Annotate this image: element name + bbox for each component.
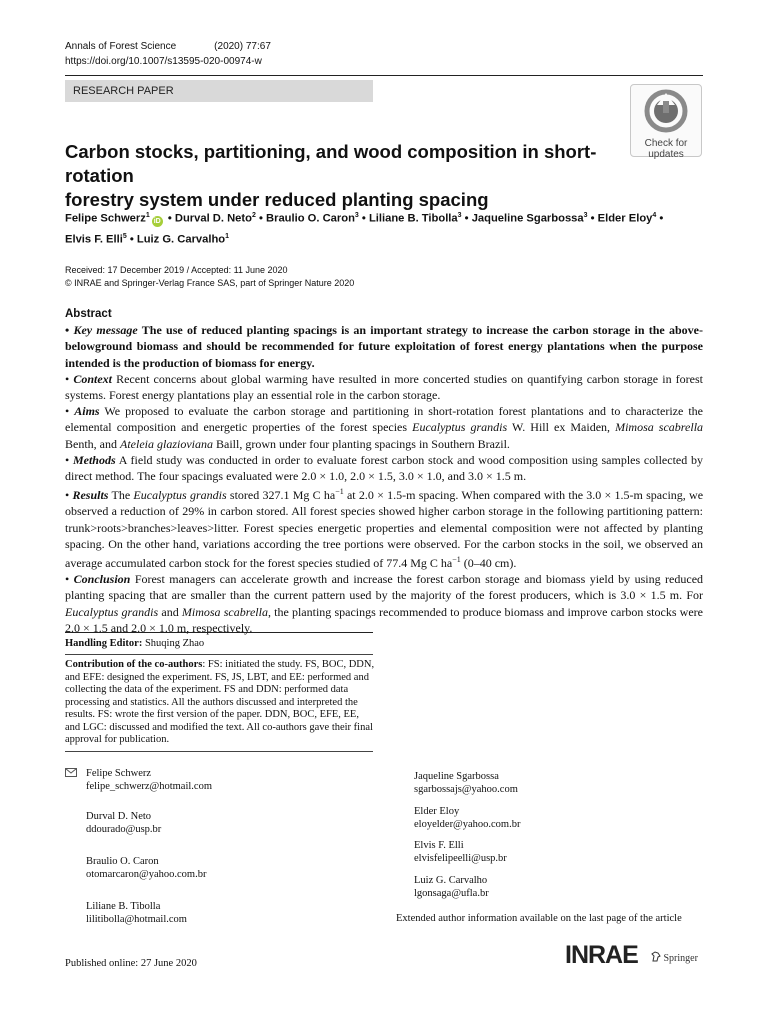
author-name[interactable]: Braulio O. Caron: [266, 212, 355, 225]
correspondence-entry: [86, 856, 206, 881]
conclusion-text: , the planting spacings recommended to produce biomass and improve carbon stocks were 2.0 × 1.5 and 2.0 × 1.0 m, respectively.: [65, 604, 703, 635]
corr-email[interactable]: sgarbossajs@yahoo.com: [414, 783, 518, 795]
author-affiliation: 3: [354, 212, 359, 219]
author-affiliation: 1: [225, 232, 230, 240]
conclusion-text: and: [161, 604, 179, 619]
context-text: Recent concerns about global warming have resulted in more concerted studies on quantifying carbon storage in forest systems. Forest energy plantations play an essential role in the carbon storage.: [65, 371, 703, 403]
correspondence-entry: [414, 875, 489, 900]
springer-horse-icon: [651, 951, 661, 962]
abstract-conclusion: • Conclusion Forest managers can accelerate growth and increase the forest carbon storage and biomass yield by using reduced planting spacing that are smaller than the current pattern used by the majority of the forest producers, which is 3.0 × 1.5 m. For Eucalyptus grandis and Mimosa scabrella, the planting spacings recommended to produce biomass and improve carbon stocks were 2.0 × 1.5 and 2.0 × 1.0 m, respectively.: [65, 572, 704, 635]
author-list: Felipe Schwerz$^1$iD • Durval D. Neto$^2$ • Braulio O. Caron$^3$ • Liliane B. Tibolla$^3$ • Jaqueline Sgarbossa$^3$ • Elder Eloy$^4$ • Elvis F. Elli$^5$ • Luiz G. Carvalho$^1$: [65, 212, 664, 246]
author-name[interactable]: Elvis F. Elli: [65, 233, 123, 246]
handling-editor-name: Shuqing Zhao: [144, 638, 205, 649]
inrae-logo: INRAE: [565, 941, 638, 969]
results-text: The: [111, 488, 131, 503]
aims-label: Aims: [74, 404, 100, 419]
author-name[interactable]: Liliane B. Tibolla: [368, 212, 458, 225]
corr-email[interactable]: felipe_schwerz@hotmail.com: [86, 780, 212, 792]
corr-name: Liliane B. Tibolla: [86, 901, 161, 912]
key-message-text: The use of reduced planting spacings is an important strategy to increase the carbon storage in the above-belowground biomass and should be recommended for future exploitation of forest energy plantations when the purpose intended is the production of biomass for energy.: [65, 323, 703, 370]
springer-logo-text: Springer: [663, 953, 698, 964]
corr-email[interactable]: eloyelder@yahoo.com.br: [414, 818, 521, 830]
handling-editor: [65, 638, 204, 649]
contrib-label: Contribution of the co-authors: [65, 659, 203, 670]
corr-name: Elder Eloy: [414, 806, 460, 817]
published-date: Published online: 27 June 2020: [65, 958, 197, 969]
unit-exponent: −1: [452, 555, 461, 565]
author-affiliation: 5: [122, 232, 127, 240]
check-updates-label-1: Check for: [644, 138, 688, 149]
contrib-text: : FS: initiated the study. FS, BOC, DDN, and EFE: designed the experiment. FS, JS, LBT, and EE: performed and collecting the data of the experiment. FS and DDN: performed data processing and statistics. All the authors discussed and interpreted the results. FS: wrote the first version of the paper. DDN, BOC, EFE, EE, and LGC: discussed and modified the text. All co-authors gave their final approval for publication.: [65, 659, 375, 745]
species-name: Eucalyptus grandis: [65, 604, 159, 619]
abstract-methods: • Methods A field study was conducted in order to evaluate forest carbon stock and wood composition using samples collected by direct method. The four spacings evaluated were 2.0 × 1.0, 2.0 × 1.5, 3.0 × 1.0, and 3.0 × 1.5 m.: [65, 452, 704, 484]
check-updates-label-2: updates: [648, 149, 684, 160]
corr-name: Durval D. Neto: [86, 811, 152, 822]
doi-link[interactable]: https://doi.org/10.1007/s13595-020-00974-w: [65, 56, 262, 67]
species-name: Eucalyptus grandis: [133, 488, 227, 503]
orcid-icon[interactable]: iD: [153, 217, 161, 225]
corr-name: Braulio O. Caron: [86, 856, 159, 867]
author-affiliation: 2: [251, 212, 256, 219]
article-title: [65, 140, 625, 212]
abstract-heading: Abstract: [65, 308, 112, 320]
correspondence-entry: [414, 840, 507, 865]
corr-email[interactable]: otomarcaron@yahoo.com.br: [86, 868, 207, 880]
aims-text: We proposed to evaluate the carbon storage and partitioning in short-rotation forest plantations and to characterize the elemental composition and energetic properties of the forest species: [65, 404, 703, 435]
divider: [65, 654, 373, 655]
aims-text: Benth, and: [65, 436, 117, 451]
aims-text: Baill, grown under four planting spacings in Southern Brazil.: [215, 436, 510, 451]
corr-name: Felipe Schwerz: [86, 768, 152, 779]
abstract-context: • Context Recent concerns about global warming have resulted in more concerted studies on quantifying carbon storage in forest systems. Forest energy plantations play an essential role in the carbon storage.: [65, 371, 703, 403]
author-affiliation: 3: [583, 212, 588, 219]
author-name[interactable]: Felipe Schwerz: [65, 212, 146, 225]
journal-volume: (2020) 77:67: [214, 41, 271, 52]
author-name[interactable]: Elder Eloy: [597, 212, 653, 225]
corr-email[interactable]: elvisfelipeelli@usp.br: [414, 852, 507, 864]
copyright-notice: © INRAE and Springer-Verlag France SAS, part of Springer Nature 2020: [65, 278, 355, 288]
abstract: [65, 306, 703, 636]
correspondence-entry: [86, 768, 212, 793]
author-name[interactable]: Luiz G. Carvalho: [136, 233, 226, 246]
context-label: Context: [73, 371, 112, 386]
extended-author-info: Extended author information available on the last page of the article: [396, 913, 682, 924]
header-rule: [65, 75, 703, 76]
journal-citation: [65, 41, 271, 52]
abstract-key-message: • Key message The use of reduced planting spacings is an important strategy to increase the carbon storage in the above-belowground biomass and should be recommended for future exploitation of forest energy plantations when the purpose intended is the production of biomass for energy.: [65, 323, 703, 370]
corr-name: Elvis F. Elli: [414, 840, 464, 851]
methods-label: Methods: [72, 452, 116, 467]
author-affiliation: 4: [652, 212, 657, 219]
author-name[interactable]: Durval D. Neto: [174, 212, 252, 225]
methods-text: A field study was conducted in order to evaluate forest carbon stock and wood composition using samples collected by direct method. The four spacings evaluated were 2.0 × 1.0, 2.0 × 1.5, 3.0 × 1.0, and 3.0 × 1.5 m.: [65, 452, 704, 484]
corr-email[interactable]: lgonsaga@ufla.br: [414, 887, 489, 899]
corr-name: Jaqueline Sgarbossa: [414, 771, 499, 782]
aims-text: W. Hill ex Maiden,: [512, 420, 611, 435]
species-name: Ateleia glazioviana: [120, 436, 213, 451]
results-text: at 2.0 × 1.5-m spacing. When compared with the 3.0 × 1.5-m spacing, we observed a reduction of 29% in carbon stored. All forest species showed higher carbon storage in the following partitioning pattern: trunk>roots>branches>leaves>litter. Forest species energetic properties and elemental composition were not affected by planting spacing. On the other hand, variations according the tree portions were observed. For the carbon stocks in the soil, we observed an average accumulated carbon stock for the forest species studied of 77.4 Mg C ha: [65, 488, 704, 571]
conclusion-label: Conclusion: [73, 572, 131, 587]
author-affiliation: 3: [457, 212, 462, 219]
article-type-banner: RESEARCH PAPER: [65, 80, 373, 102]
title-line-2: forestry system under reduced planting spacing: [65, 189, 489, 210]
results-text: stored 327.1 Mg C ha: [229, 488, 336, 503]
divider: [65, 632, 373, 633]
author-affiliation: 1: [145, 212, 150, 219]
author-name[interactable]: Jaqueline Sgarbossa: [471, 212, 584, 225]
key-message-label: Key message: [73, 323, 138, 338]
abstract-results: • Results The Eucalyptus grandis stored 327.1 Mg C $ha^{-1}$ at 2.0 × 1.5-m spacing. When compared with the 3.0 × 1.5-m spacing, we observed a reduction of 29% in carbon stored. All forest species showed higher carbon storage in the following partitioning pattern: trunk>roots>branches>leaves>litter. Forest species energetic properties and elemental composition were not affected by planting spacing. On the other hand, variations according the tree portions were observed. For the carbon stocks in the soil, we observed an average accumulated carbon stock for the forest species studied of 77.4 Mg C $ha^{-1}$ (0–40 cm).: [65, 487, 704, 571]
envelope-icon: [65, 768, 77, 780]
correspondence-entry: [86, 811, 161, 836]
species-name: Eucalyptus grandis: [412, 420, 508, 435]
results-label: Results: [72, 488, 109, 503]
correspondence-entry: [414, 806, 520, 831]
check-for-updates-badge[interactable]: [630, 84, 702, 160]
species-name: Mimosa scabrella: [181, 604, 268, 619]
corr-email[interactable]: lilitibolla@hotmail.com: [86, 913, 187, 925]
co-author-contributions: [65, 659, 375, 747]
received-accepted-dates: Received: 17 December 2019 / Accepted: 11 June 2020: [65, 265, 288, 275]
handling-editor-label: Handling Editor:: [65, 638, 143, 649]
corr-email[interactable]: ddourado@usp.br: [86, 823, 162, 835]
results-text: (0–40 cm).: [463, 556, 517, 571]
springer-logo: [651, 951, 698, 964]
unit-exponent: −1: [335, 487, 344, 497]
check-updates-icon: [644, 89, 688, 133]
title-line-1: Carbon stocks, partitioning, and wood composition in short-rotation: [65, 141, 597, 186]
species-name: Mimosa scabrella: [615, 420, 704, 435]
divider: [65, 751, 373, 752]
conclusion-text: Forest managers can accelerate growth and increase the forest carbon storage and biomass yield by using reduced planting spacing that are smaller than the current pattern used by the majority of the forest producers, which is 3.0 × 1.5 m. For: [65, 572, 704, 603]
corr-name: Luiz G. Carvalho: [414, 875, 488, 886]
abstract-aims: • Aims We proposed to evaluate the carbon storage and partitioning in short-rotation forest plantations and to characterize the elemental composition and energetic properties of the forest species Eucalyptus grandis W. Hill ex Maiden, Mimosa scabrella Benth, and Ateleia glazioviana Baill, grown under four planting spacings in Southern Brazil.: [65, 404, 704, 451]
journal-name: Annals of Forest Science: [65, 41, 177, 52]
correspondence-entry: [86, 901, 187, 926]
correspondence-entry: [414, 771, 518, 796]
